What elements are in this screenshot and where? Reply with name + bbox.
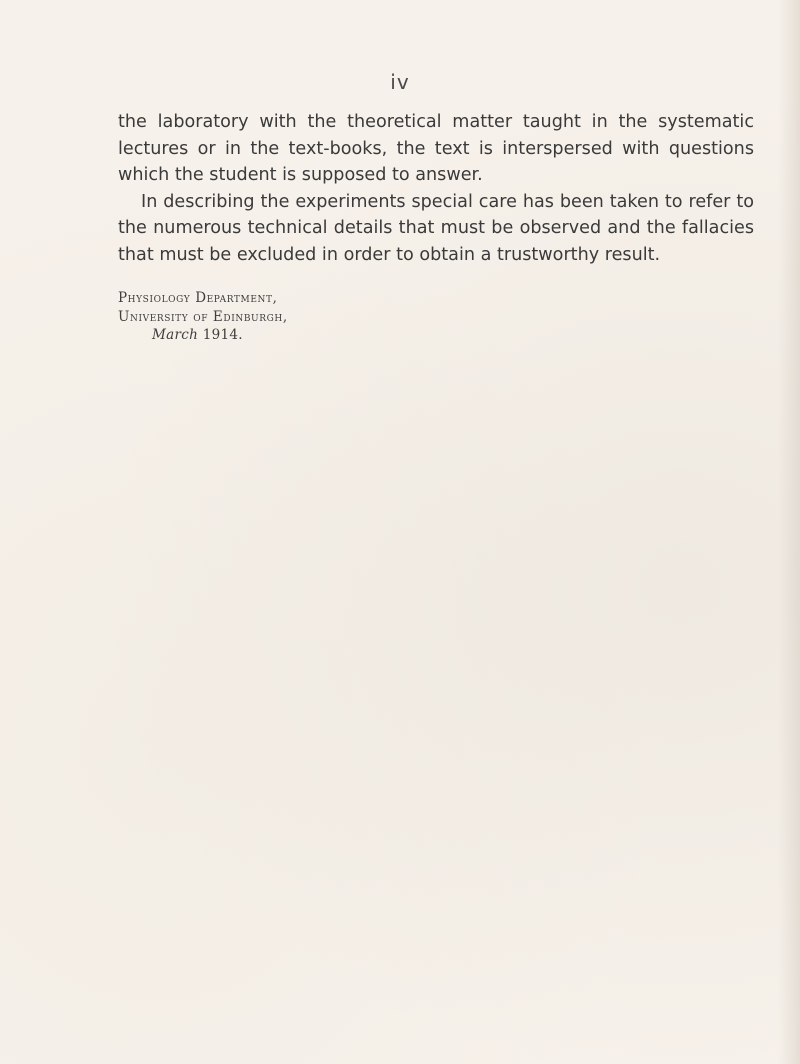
paragraph-1: the laboratory with the theoretical matter taught in the systematic lectures or in the text-books, the text is interspersed with questions which the student is supposed to answer.: [118, 112, 754, 185]
page-number: iv: [390, 70, 410, 94]
signature-department: Physiology Department,: [118, 290, 278, 306]
page-edge-shadow: [778, 0, 800, 1064]
body-text: [118, 109, 754, 268]
signature-month: March: [152, 327, 199, 343]
signature-year: 1914.: [202, 327, 243, 343]
signature-date: [118, 326, 288, 345]
signature-block: [118, 289, 288, 345]
paragraph-2: In describing the experiments special care has been taken to refer to the numerous technical details that must be observed and the fallacies that must be excluded in order to obtain a trustworthy result.: [118, 191, 754, 265]
signature-university: University of Edinburgh,: [118, 308, 288, 325]
